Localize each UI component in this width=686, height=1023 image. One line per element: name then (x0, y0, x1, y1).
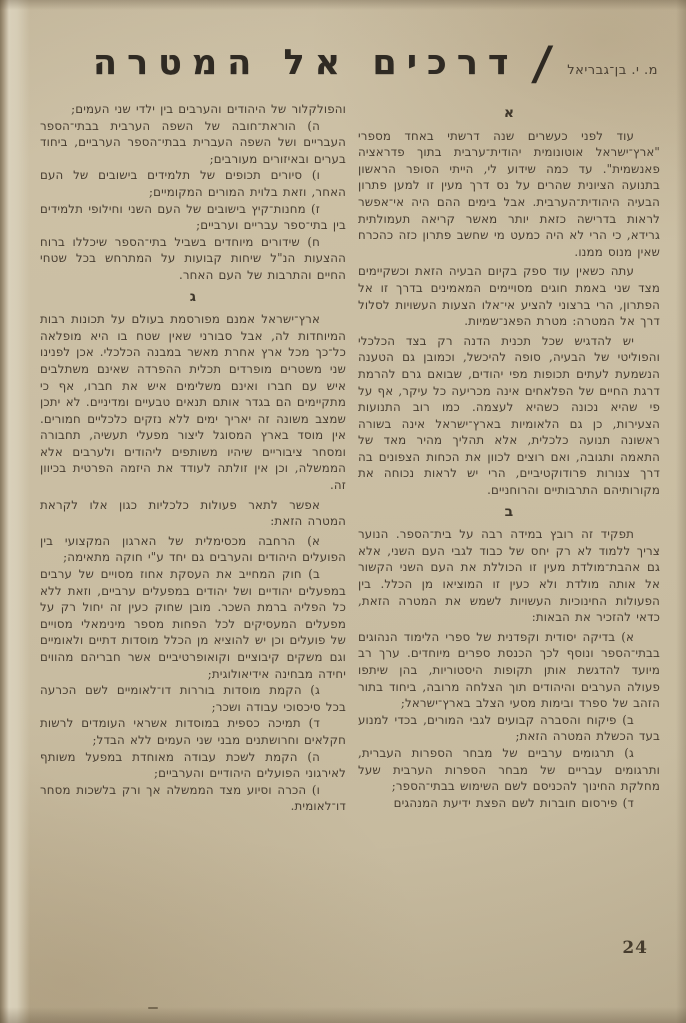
title-slash-divider: / (530, 36, 556, 90)
paragraph: יש להדגיש שכל תכנית הדנה רק בצד הכלכלי והפוליטי של הבעיה, סופה להיכשל, וכמובן גם הטענה הנשמעת לעתים תכופות מפי יהודים, שבואם גרם להרמת דרגת החיים של הפלאחים אינה מכריעה כל עיקר, אף על פי שהיא נכונה כשהיא לעצמה. כמו רוב התנועות הצעירות, כן גם הלאומיות בארץ־ישראל אינה בשורה ראשונה תנועה כלכלית, אלא תהליך מהיר מאד של התאמה ותגובה, ואם רוצים לכוון את הכחות הצפונים בה דרך צנורות פרודוקטיביים, הרי יש לראות נכוחה את מקורותיהם התרבותיים והרוחניים. (358, 333, 660, 498)
list-item: ה) הקמת לשכת עבודה מאוחדת במפעל משותף לאירגוני הפועלים היהודיים והערביים; (40, 749, 346, 781)
section-header: א (503, 105, 515, 121)
article-masthead (30, 36, 658, 90)
column-right (358, 100, 660, 811)
list-item: ה) הוראת־חובה של השפה הערבית בבתי־הספר העבריים ושל השפה העברית בבתי־הספר הערביים, ביחוד בערים ובאיזורים מעורבים; (40, 118, 346, 166)
list-item: א) הרחבה מכסימלית של הארגון המקצועי בין הפועלים היהודים והערבים גם יחד ע"י חוקה מתאימה; (40, 533, 346, 565)
list-item: ח) שידורים מיוחדים בשביל בתי־הספר שיכללו ברוח ההצעות הנ"ל שיחות קבועות על המתרחש בכל שטחי החיים והתרבות של העם האחר. (40, 234, 346, 282)
list-item: ב) פיקוח והסברה קבועים לגבי המורים, בכדי למנוע בעד הכשלת המטרה הזאת; (358, 712, 660, 744)
paper-top-shadow (0, 0, 686, 10)
paragraph: עוד לפני כעשרים שנה דרשתי באחד מספרי "ארץ־ישראל אוטונומית יהודית־ערבית בתוך פדראציה פאנשמית". עד כמה שידוע לי, הייתי הסופר הראשון בתנועה הציונית שהרים על נס דרך מעין זו למען פתרון הבעיה היהודית־הערבית. אבל בימים ההם היה אי־אפשר לראות בדרישה כזאת יותר מאשר קריאה תעמולתית גרידא, כי הרי לא היה כמעט מי שחשב פתרון כזה כהכרח שאין מנוס ממנו. (358, 128, 660, 259)
paragraph: אפשר לתאר פעולות כלכליות כגון אלו לקראת המטרה הזאת: (40, 497, 346, 529)
list-item: ו) הכרה וסיוע מצד הממשלה אך ורק בלשכות מסחר דו־לאומית. (40, 782, 346, 814)
list-item: א) בדיקה יסודית וקפדנית של ספרי הלימוד הנהוגים בבתי־הספר ונוסף לכך הכנסת ספרים מיוחדים. ערך רב מיועד להדגשת אותן תקופות היסטוריות, בהן שיתפו פעולה הערבים והיהודים תוך הצלחה מרובה, ביחוד בתור הזהב של ספרד ובימות מסעי הצלב בארץ־ישראל; (358, 629, 660, 711)
paper-torn-left-edge (0, 0, 30, 1023)
list-item: ו) סיורים תכופים של תלמידים בישובים של העם האחר, וזאת בלוית המורים המקומיים; (40, 168, 346, 199)
list-item: ג) תרגומים ערביים של מבחר הספרות העברית, ותרגומים עבריים של מבחר הספרות הערבית שעל מחלקת החינוך להכניסם לשם השימוש בבתי־הספר; (358, 745, 660, 794)
paragraph: ארץ־ישראל אמנם מפורסמת בעולם על תכונות רבות המיוחדות לה, אבל סבורני שאין שטח בו היא מופלאה כל־כך מכל ארץ אחרת מאשר במבנה הכלכלי. אכן לפנינו שני משטרים מופרדים תכלית ההפרדה שאינם משתלבים איש עם חברו ואינם משלימים איש את חברו, אף כי מתקיימים הם בגדר אותם תנאים טבעיים ומדיניים. לא יתכן שמצב משונה זה יאריך ימים ללא נזקים כלכליים חמורים. אין מוסד בארץ המסוגל ליצור מפעלי תעשיה, תחבורה ומסחר ציבוריים שיהיו משותפים ליהודים ולערבים אלא הממשלה, וכן אין זולתה לעודד את היזמה הפרטית בכיוון זה. (40, 312, 346, 493)
section-header: ג (189, 288, 197, 305)
paragraph: עתה כשאין עוד ספק בקיום הבעיה הזאת וכשקיימים מצד שני באמת חוגים מסויימים המאמינים בדרך זו אל הפתרון, הרי ברצוני להציע אי־אלו הצעות העשויות לסלול דרך אל המטרה: מטרת הפאנ־שמיות. (358, 264, 660, 329)
list-item: ז) מחנות־קיץ בישובים של העם השני וחילופי תלמידים בין בתי־ספר עבריים וערביים; (40, 201, 346, 233)
paper-right-shadow (676, 0, 686, 1023)
paragraph-continuation: והפולקלור של היהודים והערבים בין ילדי שני העמים; (71, 102, 346, 116)
author-byline: מ. י. בן־גבריאל (567, 62, 658, 78)
section-header: ב (504, 503, 514, 520)
article-title: דרכים אל המטרה (93, 41, 519, 83)
paragraph: תפקיד זה רובץ במידה רבה על בית־הספר. הנוער צריך ללמוד לא רק יחס של כבוד לגבי העם השני, אלא גם אהבת־מולדת מעין זו הכוללת את העם השני הקשור אל אותה מולדת ולא כעין זו המוציאו מן הכלל. בין הפעולות החינוכיות העשויות לשמש את המטרה הזאת, כדאי להזכיר את הבאות: (358, 527, 660, 625)
list-item: ג) הקמת מוסדות בוררות דו־לאומיים לשם הכרעה בכל סיכסוכי עבודה ושכר; (40, 683, 346, 714)
list-item: ד) פירסום חוברות לשם הפצת ידיעת המנהגים (393, 795, 634, 810)
paper-bottom-shadow (0, 1007, 686, 1023)
list-item: ד) תמיכה כספית במוסדות אשראי העומדים לרשות חקלאים וחרושתנים מבני שני העמים ללא הבדל; (40, 716, 346, 747)
ink-speck (148, 1007, 158, 1009)
list-item: ב) חוק המחייב את העסקת אחוז מסויים של ערבים במפעלים יהודיים ושל יהודים במפעלים ערביים, וזאת ללא כל הפליה ברמת השכר. מובן שחוק כעין זה יחול רק על מפעלים המעסיקים לכל הפחות מספר מינימאלי מסויים של פועלים וכן יש להוציא מן הכלל מוסדות דתיים ולאומיים וגם משקים קיבוציים וקואופרטיביים אשר חבריהם מהווים יחידה מבחינה אידיאולוגית; (40, 567, 346, 681)
column-left (40, 101, 346, 815)
page-number: 24 (622, 938, 648, 958)
